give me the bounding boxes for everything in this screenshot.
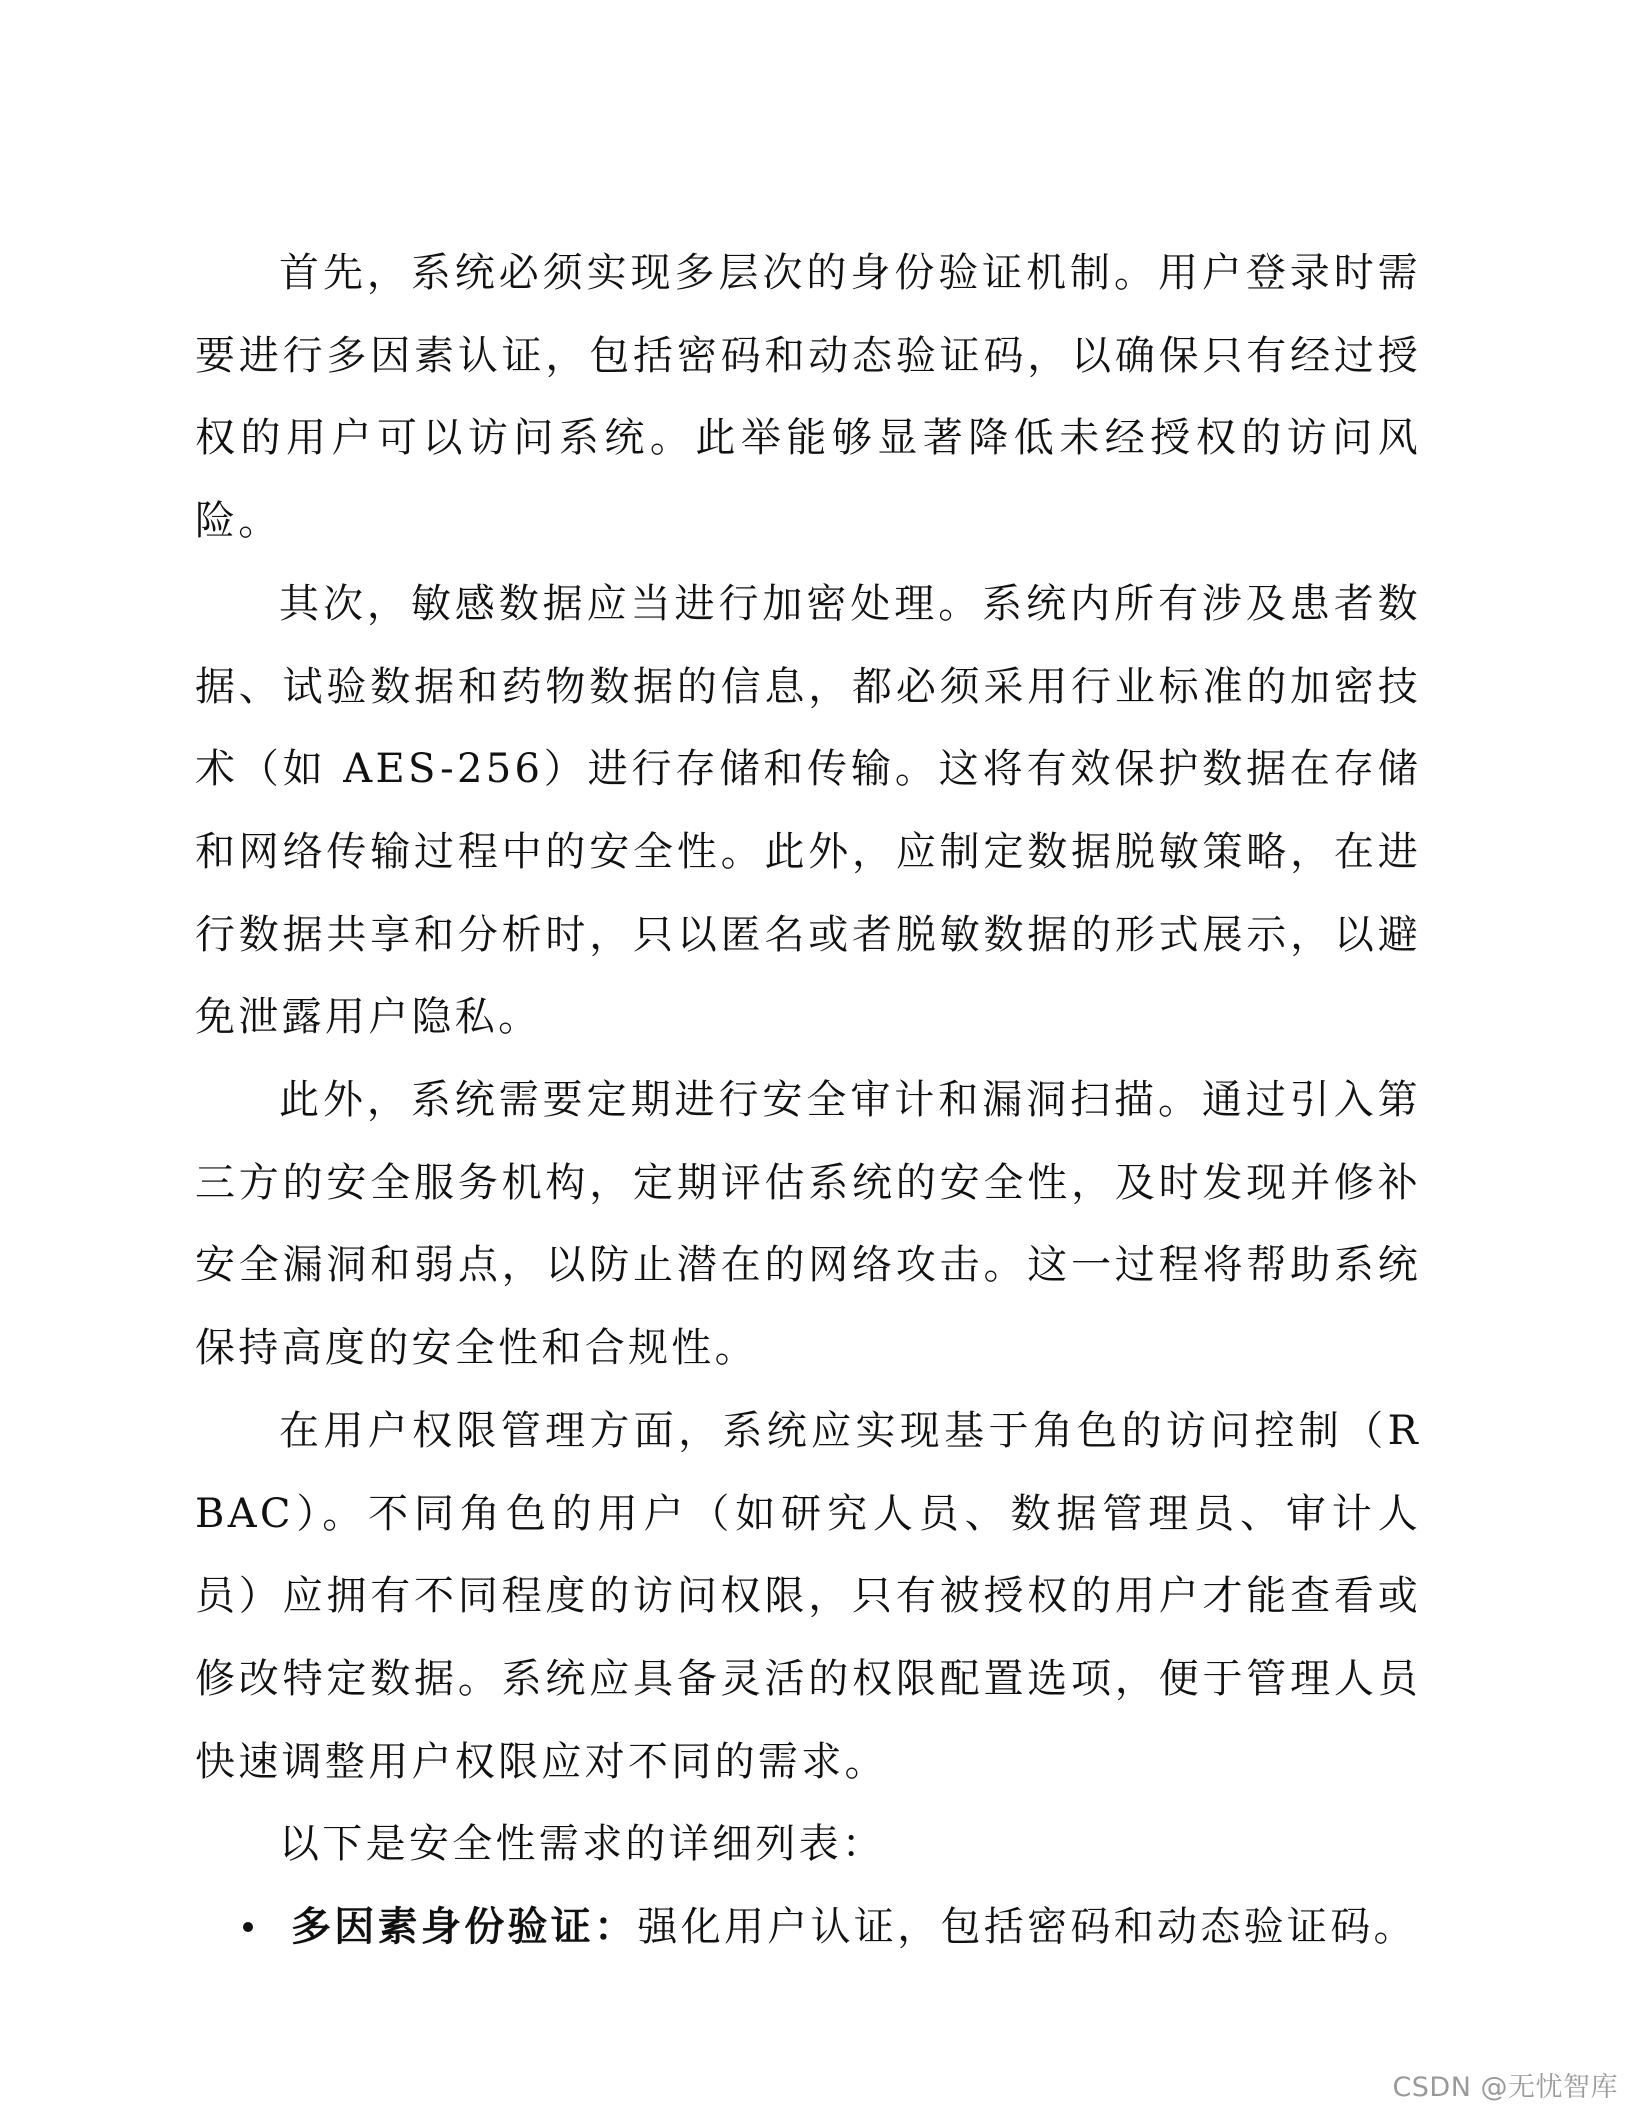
paragraph-security-audit: 此外，系统需要定期进行安全审计和漏洞扫描。通过引入第三方的安全服务机构，定期评估系统的安全性，及时发现并修补安全漏洞和弱点，以防止潜在的网络攻击。这一过程将帮助系统保持高度的安全性和合规性。 — [195, 1077, 1421, 1372]
paragraph-encryption: 其次，敏感数据应当进行加密处理。系统内所有涉及患者数据、试验数据和药物数据的信息，都必须采用行业标准的加密技术（如 AES-256）进行存储和传输。这将有效保护数据在存储和网络传输过程中的安全性。此外，应制定数据脱敏策略，在进行数据共享和分析时，只以匿名或者脱敏数据的形式展示，以避免泄露用户隐私。 — [195, 580, 1421, 1041]
list-item-term: 多因素身份验证： — [291, 1903, 638, 1951]
list-item — [195, 1886, 1421, 1969]
paragraph-access-control: 在用户权限管理方面，系统应实现基于角色的访问控制（RBAC）。不同角色的用户（如研究人员、数据管理员、审计人员）应拥有不同程度的访问权限，只有被授权的用户才能查看或修改特定数据。系统应具备灵活的权限配置选项，便于管理人员快速调整用户权限应对不同的需求。 — [195, 1407, 1421, 1785]
bullet-icon — [243, 1922, 253, 1932]
list-item-text: 强化用户认证，包括密码和动态验证码。 — [637, 1904, 1417, 1951]
paragraph-list-intro: 以下是安全性需求的详细列表： — [279, 1821, 886, 1868]
document-body — [195, 232, 1421, 1969]
watermark: CSDN @无忧智库 — [1392, 2072, 1618, 2103]
paragraph-authentication: 首先，系统必须实现多层次的身份验证机制。用户登录时需要进行多因素认证，包括密码和动态验证码，以确保只有经过授权的用户可以访问系统。此举能够显著降低未经授权的访问风险。 — [195, 250, 1421, 545]
